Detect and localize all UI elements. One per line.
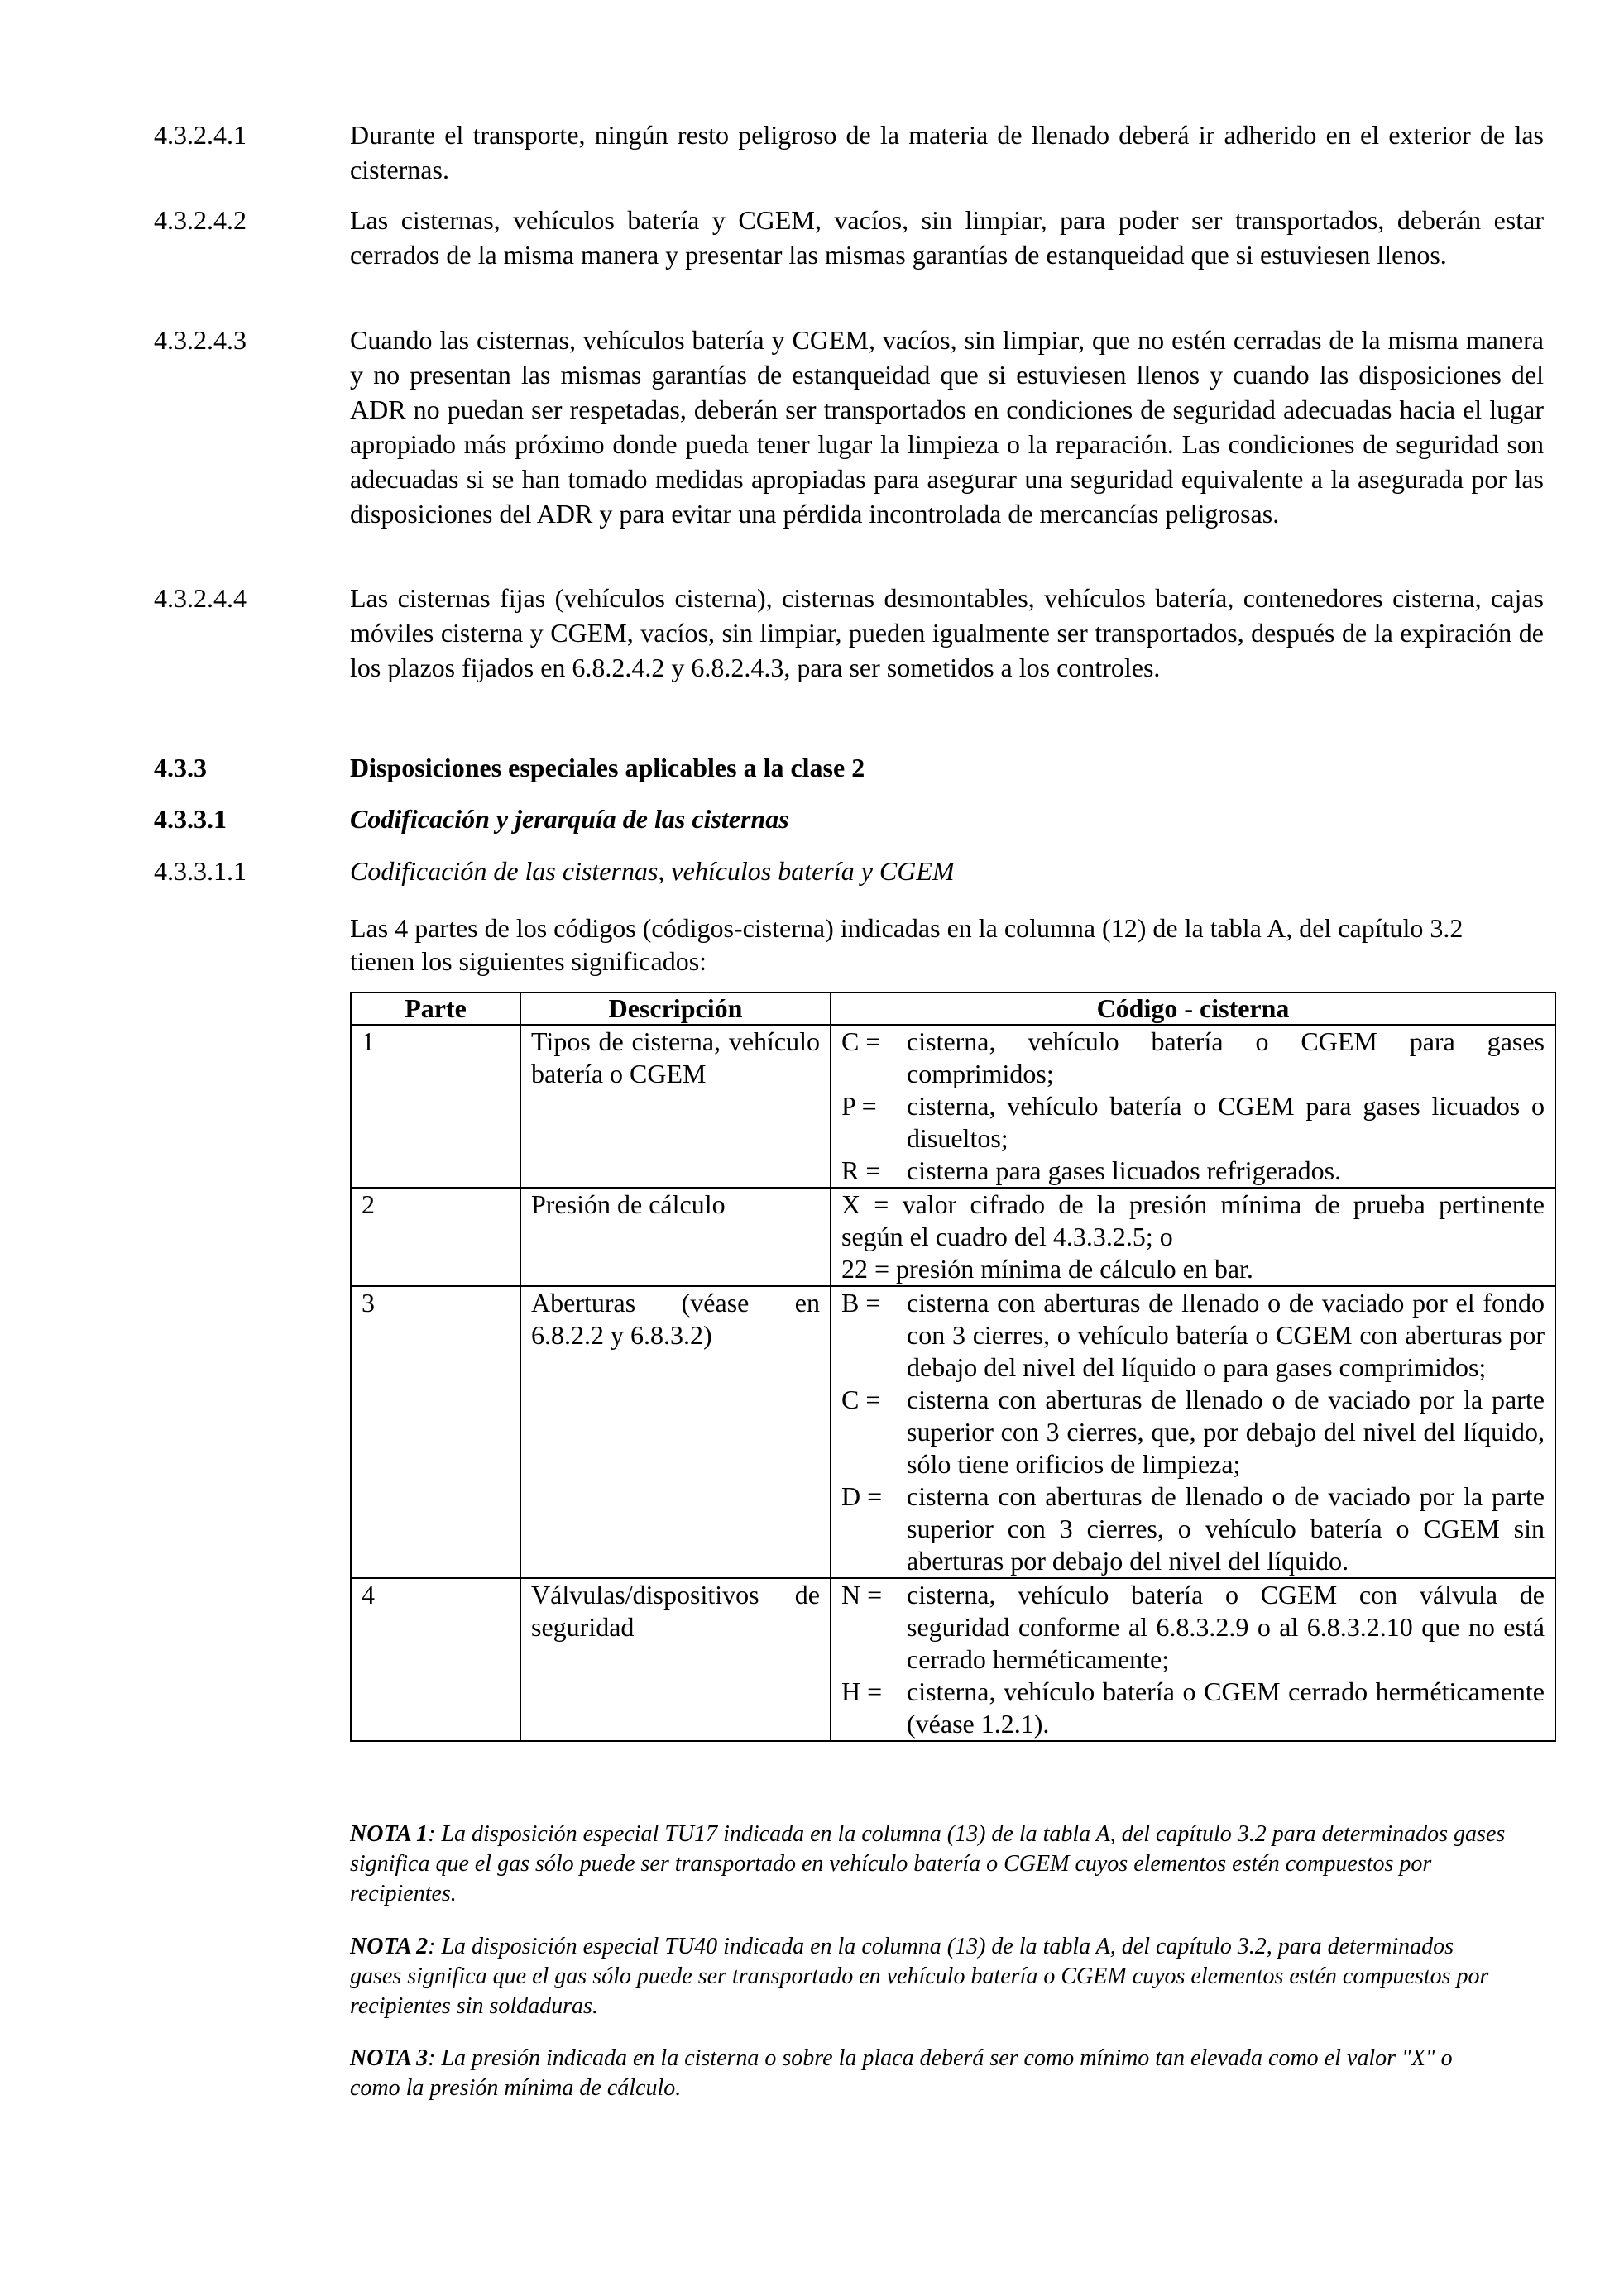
table-row [351, 1578, 1555, 1741]
code-text: cisterna con aberturas de llenado o de vaciado por la parte superior con 3 cierres, o vehículo batería o CGEM sin aberturas por debajo del nivel del líquido. [907, 1481, 1545, 1576]
code-text: cisterna, vehículo batería o CGEM con válvula de seguridad conforme al 6.8.3.2.9 o al 6.8.3.2.10 que no está cerrado herméticamente; [907, 1580, 1545, 1674]
note-text: : La disposición especial TU40 indicada en la columna (13) de la tabla A, del capítulo 3.2, para determinados gases significa que el gas sólo puede ser transportado en vehículo batería o CGEM cuyos elementos estén compuestos por recipientes sin soldaduras. [350, 1934, 1489, 2019]
cell-part: 3 [351, 1286, 520, 1578]
cell-description: Válvulas/dispositivos de seguridad [520, 1578, 831, 1741]
note-label: NOTA 1 [350, 1821, 429, 1847]
code-entry [841, 1189, 1545, 1253]
table-header-row [351, 993, 1555, 1025]
cell-part: 4 [351, 1578, 520, 1741]
code-text: cisterna con aberturas de llenado o de vaciado por la parte superior con 3 cierres, que, por debajo del nivel del líquido, sólo tiene orificios de limpieza; [907, 1385, 1545, 1479]
code-key: H = [841, 1677, 883, 1706]
code-text: cisterna, vehículo batería o CGEM para gases licuados o disueltos; [907, 1091, 1545, 1153]
cell-codes [831, 1188, 1555, 1286]
code-entry [841, 1676, 1545, 1740]
code-entry [841, 1384, 1545, 1480]
note-text: : La disposición especial TU17 indicada en la columna (13) de la tabla A, del capítulo 3.2 para determinados gases significa que el gas sólo puede ser transportado en vehículo batería o CGEM cuyos elementos estén compuestos por recipientes. [350, 1821, 1506, 1906]
cell-codes [831, 1578, 1555, 1741]
code-entry [841, 1090, 1545, 1155]
code-key: N = [841, 1580, 883, 1610]
cell-codes [831, 1025, 1555, 1188]
code-text: cisterna, vehículo batería o CGEM para gases comprimidos; [907, 1026, 1545, 1088]
table-row [351, 1286, 1555, 1578]
code-entry [841, 1026, 1545, 1090]
code-text: cisterna, vehículo batería o CGEM cerrado herméticamente (véase 1.2.1). [907, 1677, 1545, 1739]
cell-description: Tipos de cisterna, vehículo batería o CGEM [520, 1025, 831, 1188]
header-description: Descripción [520, 993, 831, 1025]
code-entry [841, 1287, 1545, 1384]
paragraph-number: 4.3.2.4.4 [154, 583, 247, 613]
code-entry [841, 1579, 1545, 1676]
header-part: Parte [351, 993, 520, 1025]
paragraph-number: 4.3.2.4.1 [154, 120, 247, 150]
paragraph-text: Las cisternas, vehículos batería y CGEM, vacíos, sin limpiar, para poder ser transportados, deberán estar cerrados de la misma manera y presentar las mismas garantías de estanqueidad que si estuviesen llenos. [350, 205, 1544, 270]
paragraph-text: Durante el transporte, ningún resto peligroso de la materia de llenado deberá ir adherido en el exterior de las cisternas. [350, 120, 1544, 184]
note-label: NOTA 3 [350, 2045, 429, 2071]
code-key: B = [841, 1288, 881, 1318]
table-row [351, 1188, 1555, 1286]
code-key: D = [841, 1481, 883, 1511]
subsubsection-number: 4.3.3.1.1 [154, 856, 247, 886]
code-text: cisterna con aberturas de llenado o de vaciado por el fondo con 3 cierres, o vehículo batería o CGEM con aberturas por debajo del nivel del líquido o para gases comprimidos; [907, 1288, 1545, 1382]
paragraph-number: 4.3.2.4.2 [154, 205, 247, 235]
code-key: C = [841, 1385, 881, 1414]
header-tank-code: Código - cisterna [831, 993, 1555, 1025]
paragraph-number: 4.3.2.4.3 [154, 325, 247, 355]
section-number: 4.3.3 [154, 753, 207, 782]
note-1 [350, 1820, 1508, 1909]
cell-description: Aberturas (véase en 6.8.2.2 y 6.8.3.2) [520, 1286, 831, 1578]
code-text: presión mínima de cálculo en bar. [896, 1254, 1253, 1284]
code-key: X = [841, 1189, 889, 1219]
note-label: NOTA 2 [350, 1934, 429, 1959]
paragraph-text: Cuando las cisternas, vehículos batería y CGEM, vacíos, sin limpiar, que no estén cerradas de la misma manera y no presentan las mismas garantías de estanqueidad que si estuviesen llenos y cuando las disposiciones del ADR no puedan ser respetadas, deberán ser transportados en condiciones de seguridad adecuadas hacia el lugar apropiado más próximo donde pueda tener lugar la limpieza o la reparación. Las condiciones de seguridad son adecuadas si se han tomado medidas apropiadas para asegurar una seguridad equivalente a la asegurada por las disposiciones del ADR y para evitar una pérdida incontrolada de mercancías peligrosas. [350, 325, 1544, 529]
code-key: P = [841, 1091, 877, 1121]
cell-codes [831, 1286, 1555, 1578]
subsection-number: 4.3.3.1 [154, 804, 227, 834]
intro-text: Las 4 partes de los códigos (códigos-cisterna) indicadas en la columna (12) de la tabla A, del capítulo 3.2 tienen los siguientes significados: [350, 913, 1464, 976]
paragraph-text: Las cisternas fijas (vehículos cisterna), cisternas desmontables, vehículos batería, contenedores cisterna, cajas móviles cisterna y CGEM, vacíos, sin limpiar, pueden igualmente ser transportados, después de la expiración de los plazos fijados en 6.8.2.4.2 y 6.8.2.4.3, para ser sometidos a los controles. [350, 583, 1544, 682]
subsubsection-title: Codificación de las cisternas, vehículos batería y CGEM [350, 856, 955, 886]
note-3 [350, 2044, 1508, 2103]
code-text: cisterna para gases licuados refrigerados. [907, 1155, 1342, 1185]
tank-code-table [350, 992, 1556, 1742]
note-text: : La presión indicada en la cisterna o sobre la placa deberá ser como mínimo tan elevada como el valor "X" o como la presión mínima de cálculo. [350, 2045, 1453, 2101]
code-entry [841, 1480, 1545, 1577]
section-title: Disposiciones especiales aplicables a la clase 2 [350, 753, 865, 782]
code-key: C = [841, 1026, 881, 1056]
code-entry [841, 1155, 1545, 1187]
code-text: valor cifrado de la presión mínima de prueba pertinente según el cuadro del 4.3.3.2.5; o [841, 1189, 1545, 1251]
note-2 [350, 1932, 1508, 2021]
code-key: 22 = [841, 1254, 890, 1284]
code-entry [841, 1253, 1545, 1285]
cell-description: Presión de cálculo [520, 1188, 831, 1286]
cell-part: 2 [351, 1188, 520, 1286]
cell-part: 1 [351, 1025, 520, 1188]
subsection-title: Codificación y jerarquía de las cisternas [350, 804, 789, 834]
code-key: R = [841, 1155, 881, 1185]
table-row [351, 1025, 1555, 1188]
